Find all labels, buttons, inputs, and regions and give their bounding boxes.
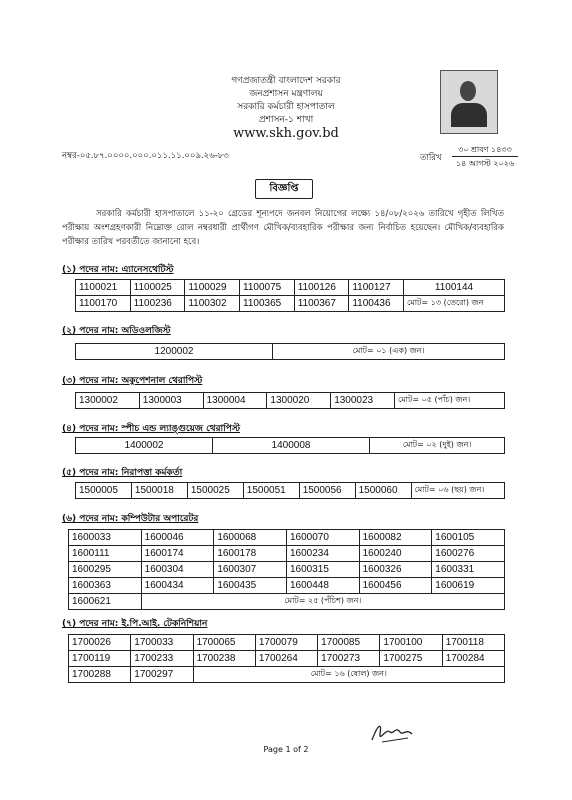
roll-cell: 1700118 xyxy=(442,635,504,651)
roll-cell: 1600068 xyxy=(214,530,287,546)
roll-cell: 1100302 xyxy=(185,296,240,312)
roll-cell: 1600326 xyxy=(359,562,432,578)
roll-cell: 1600046 xyxy=(141,530,214,546)
roll-cell: 1700273 xyxy=(318,651,380,667)
roll-cell: 1700288 xyxy=(69,667,131,683)
roll-cell: 1700026 xyxy=(69,635,131,651)
roll-cell: 1400002 xyxy=(76,438,213,454)
total-cell: মোট= ১৬ (ষোল) জন। xyxy=(193,667,504,683)
memo-reference: নম্বর-০৫.৮৭.০০০০.০০০.০১১.১১.০০৯.২৬-৮৩ xyxy=(62,151,229,161)
page-number: Page 1 of 2 xyxy=(263,745,309,754)
roll-cell: 1500051 xyxy=(243,483,299,499)
roll-table xyxy=(75,392,505,409)
section-heading: (৪) পদের নাম: স্পীচ এন্ড ল্যাঙ্গুয়েজ থেরাপিস্ট xyxy=(62,424,241,434)
portrait-photo xyxy=(440,70,498,134)
roll-cell: 1100436 xyxy=(349,296,404,312)
roll-cell: 1100367 xyxy=(294,296,349,312)
section-heading: (৩) পদের নাম: অকুপেশনাল থেরাপিস্ট xyxy=(62,376,203,386)
roll-cell: 1600434 xyxy=(141,578,214,594)
total-cell: মোট= ০৫ (পাঁচ) জন। xyxy=(394,393,504,409)
roll-cell: 1600304 xyxy=(141,562,214,578)
roll-cell: 1700079 xyxy=(255,635,317,651)
section-heading: (৭) পদের নাম: ই.পি.আই. টেকনিশিয়ান xyxy=(62,619,208,629)
roll-cell: 1600456 xyxy=(359,578,432,594)
gov-line: গণপ্রজাতন্ত্রী বাংলাদেশ সরকার xyxy=(231,76,341,86)
section-heading: (২) পদের নাম: অডিওলজিস্ট xyxy=(62,326,171,336)
ministry-line: জনপ্রশাসন মন্ত্রণালয় xyxy=(249,89,323,99)
roll-cell: 1700275 xyxy=(380,651,442,667)
roll-cell: 1700233 xyxy=(131,651,193,667)
roll-cell: 1100075 xyxy=(240,280,295,296)
roll-cell: 1600307 xyxy=(214,562,287,578)
roll-cell: 1600174 xyxy=(141,546,214,562)
roll-table xyxy=(75,279,505,312)
roll-cell: 1600234 xyxy=(286,546,359,562)
total-cell: মোট= ২৫ (পঁচিশ) জন। xyxy=(141,594,504,610)
roll-cell: 1300002 xyxy=(76,393,140,409)
roll-cell: 1300023 xyxy=(331,393,395,409)
roll-cell: 1600240 xyxy=(359,546,432,562)
roll-table xyxy=(68,634,505,683)
roll-cell: 1100126 xyxy=(294,280,349,296)
date-bangla: ৩০ শ্রাবণ ১৪৩৩ xyxy=(458,145,512,154)
date-label: তারিখ xyxy=(420,153,442,163)
roll-cell: 1500025 xyxy=(187,483,243,499)
roll-cell: 1700264 xyxy=(255,651,317,667)
roll-cell: 1100127 xyxy=(349,280,404,296)
roll-cell: 1100144 xyxy=(404,280,505,296)
roll-cell: 1500018 xyxy=(131,483,187,499)
roll-table xyxy=(68,529,505,610)
notice-title: বিজ্ঞপ্তি xyxy=(255,179,313,199)
roll-cell: 1700238 xyxy=(193,651,255,667)
roll-cell: 1300020 xyxy=(267,393,331,409)
total-cell: মোট= ০২ (দুই) জন। xyxy=(370,438,505,454)
roll-cell: 1600619 xyxy=(432,578,505,594)
website[interactable]: www.skh.gov.bd xyxy=(233,126,339,141)
office-line: সরকারি কর্মচারী হাসপাতাল xyxy=(237,102,335,112)
roll-cell: 1100236 xyxy=(130,296,185,312)
roll-cell: 1700100 xyxy=(380,635,442,651)
roll-cell: 1700119 xyxy=(69,651,131,667)
branch-line: প্রশাসন-১ শাখা xyxy=(258,115,314,125)
roll-cell: 1600070 xyxy=(286,530,359,546)
roll-cell: 1600295 xyxy=(69,562,142,578)
date-block xyxy=(452,143,518,170)
roll-cell: 1600033 xyxy=(69,530,142,546)
roll-table xyxy=(75,482,505,499)
roll-cell: 1300003 xyxy=(139,393,203,409)
section-heading: (৫) পদের নাম: নিরাপত্তা কর্মকর্তা xyxy=(62,468,183,478)
roll-table xyxy=(75,437,505,454)
roll-cell: 1600621 xyxy=(69,594,142,610)
roll-cell: 1700065 xyxy=(193,635,255,651)
roll-cell: 1100365 xyxy=(240,296,295,312)
roll-cell: 1600435 xyxy=(214,578,287,594)
roll-cell: 1700297 xyxy=(131,667,193,683)
roll-cell: 1700033 xyxy=(131,635,193,651)
total-cell: মোট= ০১ (এক) জন। xyxy=(273,344,505,360)
roll-cell: 1100025 xyxy=(130,280,185,296)
roll-cell: 1200002 xyxy=(76,344,273,360)
roll-cell: 1400008 xyxy=(213,438,370,454)
total-cell: মোট= ০৬ (ছয়) জন। xyxy=(411,483,504,499)
roll-cell: 1100029 xyxy=(185,280,240,296)
roll-cell: 1600331 xyxy=(432,562,505,578)
intro-paragraph: সরকারি কর্মচারী হাসপাতালে ১১-২০ গ্রেডের শূন্যপদে জনবল নিয়োগের লক্ষ্যে ১৪/০৮/২০২৬ তারিখে গৃহীত লিখিত পরীক্ষায় অংশগ্রহণকারী নিম্নোক্ত রোল নম্বরধারী প্রার্থীগণ মৌখিক/ব্যবহারিক পরীক্ষার জন্য নির্বাচিত হয়েছেন। মৌখিক/ব্যবহারিক পরীক্ষার তারিখ পরবর্তীতে জানানো হবে। xyxy=(62,209,504,247)
roll-cell: 1600363 xyxy=(69,578,142,594)
roll-cell: 1500056 xyxy=(299,483,355,499)
roll-cell: 1600082 xyxy=(359,530,432,546)
section-heading: (১) পদের নাম: এ্যানেসথেটিস্ট xyxy=(62,265,174,275)
signature xyxy=(368,720,418,746)
date-english: ১৪ আগস্ট ২০২৬ xyxy=(452,156,518,170)
total-cell: মোট= ১৩ (তেরো) জন xyxy=(404,296,505,312)
roll-cell: 1600178 xyxy=(214,546,287,562)
roll-table xyxy=(75,343,505,360)
roll-cell: 1100170 xyxy=(76,296,131,312)
roll-cell: 1500060 xyxy=(355,483,411,499)
section-heading: (৬) পদের নাম: কম্পিউটার অপারেটর xyxy=(62,514,199,524)
roll-cell: 1700085 xyxy=(318,635,380,651)
roll-cell: 1600448 xyxy=(286,578,359,594)
roll-cell: 1500005 xyxy=(76,483,132,499)
roll-cell: 1600276 xyxy=(432,546,505,562)
roll-cell: 1600105 xyxy=(432,530,505,546)
roll-cell: 1600111 xyxy=(69,546,142,562)
roll-cell: 1700284 xyxy=(442,651,504,667)
roll-cell: 1100021 xyxy=(76,280,131,296)
roll-cell: 1600315 xyxy=(286,562,359,578)
roll-cell: 1300004 xyxy=(203,393,267,409)
